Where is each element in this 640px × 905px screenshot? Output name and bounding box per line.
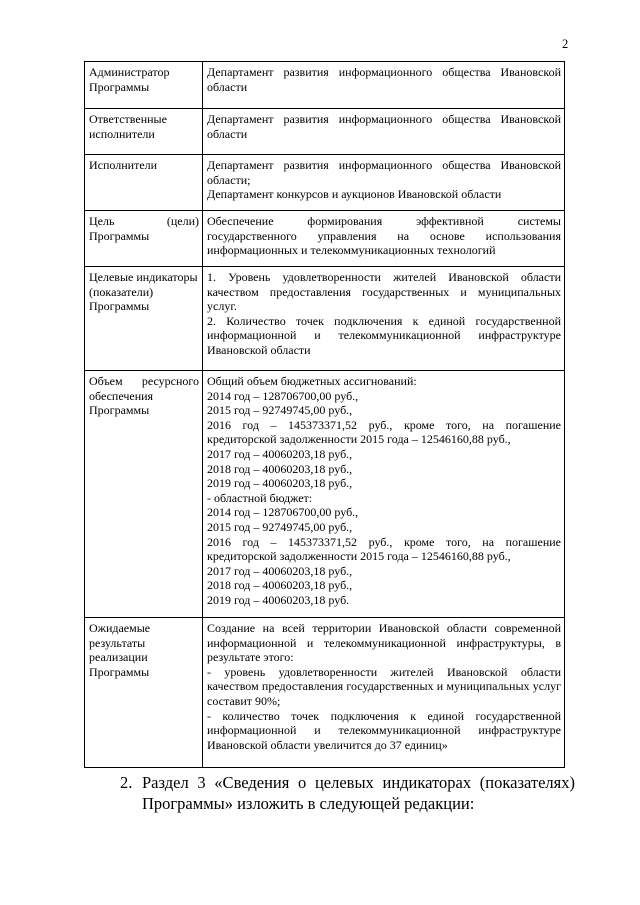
value-line: Департамент развития информационного общества Ивановской области; [207,158,561,187]
value-line: 2015 год – 92749745,00 руб., [207,519,353,534]
value-line: 2019 год – 40060203,18 руб. [207,592,350,607]
row-value [203,109,565,155]
value-line: 2014 год – 128706700,00 руб., [207,505,359,520]
value-line: Общий объем бюджетных ассигнований: [207,374,417,388]
value-line: - количество точек подключения к единой государственной информационной и телекоммуникационной инфраструктуре Ивановской области увеличится до 37 единиц» [207,708,561,752]
amendment-number: 2. [120,773,133,792]
value-line: 2018 год – 40060203,18 руб., [207,461,353,476]
value-line: Департамент конкурсов и аукционов Ивановской области [207,187,502,202]
row-label: Объем ресурсного обеспечения Программы [85,371,203,618]
row-value [203,618,565,768]
row-label: Ответственные исполнители [85,109,203,155]
value-line: 2015 год – 92749745,00 руб., [207,403,353,418]
value-line: Департамент развития информационного общества Ивановской области [207,112,561,141]
table-row [85,618,565,768]
value-line: Создание на всей территории Ивановской области современной информационной и телекоммуникационной инфраструктуры, в результате этого: [207,621,561,665]
row-label: Исполнители [85,155,203,211]
value-line: 2. Количество точек подключения к единой государственной информационной и телекоммуникационной инфраструктуре Ивановской области [207,313,561,357]
row-value [203,211,565,267]
value-line: 2017 год – 40060203,18 руб., [207,446,353,461]
row-value [203,155,565,211]
value-line: 1. Уровень удовлетворенности жителей Ивановской области качеством предоставления государственных и муниципальных услуг. [207,270,561,314]
row-value [203,267,565,371]
amendment-paragraph [120,772,575,814]
row-label: Ожидаемые результаты реализации Программы [85,618,203,768]
row-label: Целевые индикаторы (показатели) Программы [85,267,203,371]
value-line: 2016 год – 145373371,52 руб., кроме того, на погашение кредиторской задолженности 2015 года – 12546160,88 руб., [207,534,561,564]
row-value [203,62,565,109]
page-number: 2 [562,37,569,51]
table-row [85,155,565,211]
amendment-text: Раздел 3 «Сведения о целевых индикаторах (показателях) Программы» изложить в следующей редакции: [142,773,575,813]
value-line: Обеспечение формирования эффективной системы государственного управления на основе использования информационных и телекоммуникационных технологий [207,214,561,258]
table-row [85,371,565,618]
table-row [85,62,565,109]
value-line: 2014 год – 128706700,00 руб., [207,388,359,403]
value-line: Департамент развития информационного общества Ивановской области [207,65,561,94]
value-line: 2017 год – 40060203,18 руб., [207,563,353,578]
value-line: - областной бюджет: [207,490,313,505]
value-line: 2018 год – 40060203,18 руб., [207,578,353,593]
row-label: Цель (цели) Программы [85,211,203,267]
value-line: 2016 год – 145373371,52 руб., кроме того, на погашение кредиторской задолженности 2015 года – 12546160,88 руб., [207,417,561,447]
program-passport-table [84,61,565,768]
table-row [85,109,565,155]
table-row [85,267,565,371]
row-value [203,371,565,618]
value-line: 2019 год – 40060203,18 руб., [207,476,353,491]
value-line: - уровень удовлетворенности жителей Ивановской области качеством предоставления государственных и муниципальных услуг составит 90%; [207,664,561,708]
table-row [85,211,565,267]
row-label: Администратор Программы [85,62,203,109]
